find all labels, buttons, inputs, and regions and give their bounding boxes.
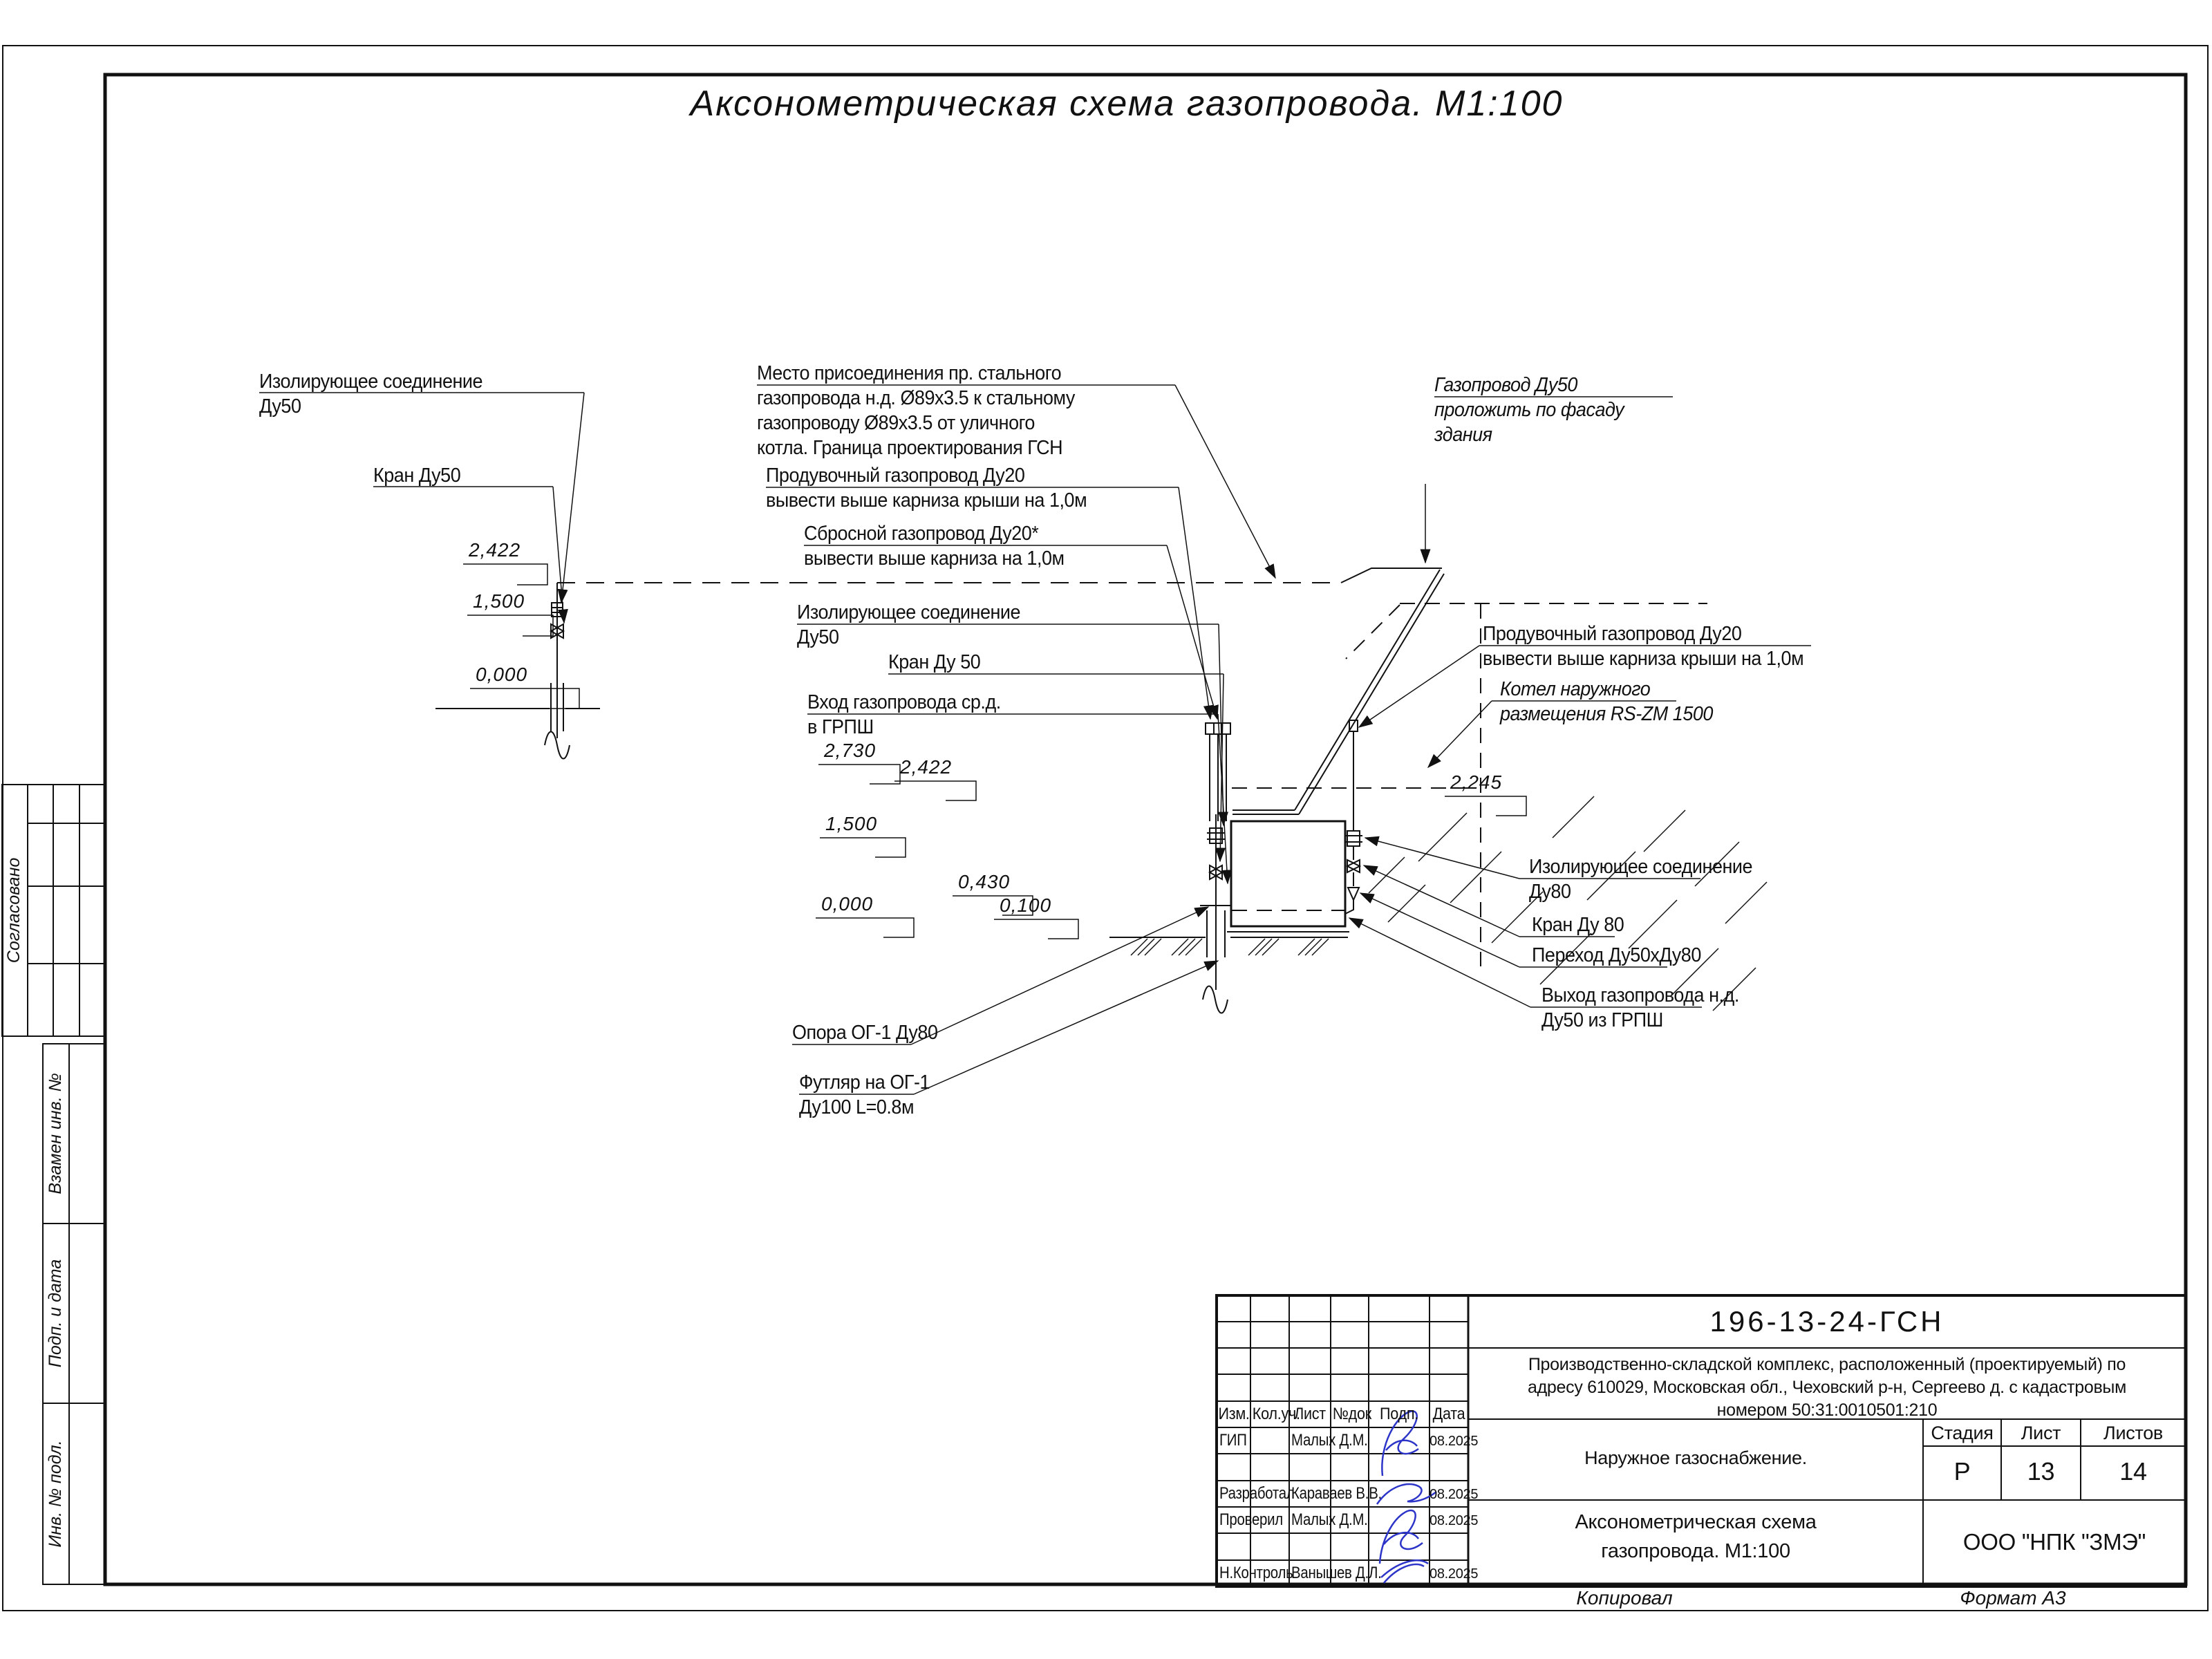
label-valve-left: Кран Ду50 <box>373 465 461 487</box>
signatures <box>1377 1412 1436 1583</box>
company-name: ООО "НПК "ЗМЭ" <box>1962 1529 2146 1555</box>
sheets-value: 14 <box>2119 1457 2147 1485</box>
row-role: Разработал <box>1219 1484 1295 1503</box>
label-reducer: Переход Ду50хДу80 <box>1532 944 1701 966</box>
copied-by-label: Копировал <box>1576 1587 1673 1609</box>
col-list: Лист <box>1294 1405 1326 1423</box>
label-isolating-joint-left: Изолирующее соединение Ду50 <box>259 371 483 418</box>
format-label: Формат А3 <box>1960 1587 2066 1609</box>
row-name: Малых Д.М. <box>1291 1431 1368 1450</box>
label-purge-pipe-center: Продувочный газопровод Ду20 вывести выше карниза крыши на 1,0м <box>766 465 1087 512</box>
col-podp: Подп. <box>1379 1405 1419 1423</box>
inv-num-label: Инв. № подл. <box>46 1440 65 1548</box>
inlet-assembly <box>1200 814 1232 1013</box>
label-isolating-joint-right: Изолирующее соединение Ду80 <box>1529 856 1753 903</box>
row-name: Ванышев Д.Л. <box>1291 1564 1382 1582</box>
elevation-value: 2,245 <box>1450 771 1503 793</box>
section-name: Наружное газоснабжение. <box>1584 1447 1807 1468</box>
pipe-break-symbol <box>1203 986 1228 1013</box>
elevation-value: 0,100 <box>1000 894 1052 916</box>
elevation-value: 1,500 <box>825 813 878 834</box>
valve-symbol <box>1347 860 1360 872</box>
drawing-name-line1: Аксонометрическая схема <box>1575 1511 1817 1533</box>
label-support: Опора ОГ-1 Ду80 <box>792 1022 938 1044</box>
row-role: Проверил <box>1219 1510 1283 1529</box>
row-name: Малых Д.М. <box>1291 1510 1368 1529</box>
label-isolating-joint-center: Изолирующее соединение Ду50 <box>797 601 1021 648</box>
row-date: 08.2025 <box>1430 1487 1479 1502</box>
grpsh-cabinet <box>1109 821 1349 937</box>
row-role: ГИП <box>1219 1431 1247 1450</box>
sign-date-label: Подп. и дата <box>46 1259 65 1368</box>
replace-inv-label: Взамен инв. № <box>46 1073 65 1194</box>
approved-label: Согласовано <box>4 857 24 964</box>
elevation-value: 2,422 <box>469 539 521 561</box>
reducer-symbol <box>1348 888 1359 900</box>
sheet-label: Лист <box>2021 1423 2061 1443</box>
row-date: 08.2025 <box>1430 1513 1479 1528</box>
ground-hatch <box>1131 939 1329 955</box>
stage-label: Стадия <box>1931 1423 1994 1443</box>
label-inlet-grpsh: Вход газопровода ср.д. в ГРПШ <box>807 691 1001 738</box>
col-koluch: Кол.уч. <box>1252 1405 1300 1423</box>
elevation-value: 2,730 <box>824 740 877 761</box>
drawing-name-line2: газопровода. М1:100 <box>1601 1540 1790 1562</box>
isolating-joint-symbol <box>1347 831 1360 846</box>
elevation-value: 1,500 <box>473 590 525 612</box>
row-name: Караваев В.В. <box>1291 1484 1382 1503</box>
vent-stack-pipes <box>1206 723 1230 821</box>
stage-value: Р <box>1953 1457 1971 1485</box>
side-strip-labels <box>4 858 65 1548</box>
elevation-value: 0,000 <box>476 664 528 685</box>
col-data: Дата <box>1432 1405 1465 1423</box>
label-boiler: Котел наружного размещения RS-ZM 1500 <box>1500 678 1713 725</box>
row-date: 08.2025 <box>1430 1434 1479 1449</box>
label-valve-center: Кран Ду 50 <box>888 651 981 673</box>
doc-number: 196-13-24-ГСН <box>1709 1305 1944 1338</box>
label-relief-pipe: Сбросной газопровод Ду20* вывести выше карниза на 1,0м <box>804 523 1065 570</box>
label-casing: Футляр на ОГ-1 Ду100 L=0.8м <box>799 1071 930 1118</box>
page-title: Аксонометрическая схема газопровода. М1:100 <box>690 84 1564 124</box>
project-description: Производственно-складской комплекс, расположенный (проектируемый) по адресу 610029, Московская обл., Чеховский р-н, Сергеево д. с кадастровым номером 50:31:0010501:210 <box>1528 1355 2126 1420</box>
elevation-value: 0,000 <box>821 893 874 915</box>
elevation-value: 0,430 <box>958 871 1011 892</box>
row-date: 08.2025 <box>1430 1566 1479 1582</box>
label-outlet-grpsh: Выход газопровода н.д. Ду50 из ГРПШ <box>1541 984 1739 1031</box>
elevation-value: 2,422 <box>900 756 953 778</box>
col-izm: Изм. <box>1218 1405 1250 1423</box>
label-purge-pipe-right: Продувочный газопровод Ду20 вывести выше карниза крыши на 1,0м <box>1483 623 1804 670</box>
label-valve-right: Кран Ду 80 <box>1532 914 1624 936</box>
sheets-label: Листов <box>2103 1423 2163 1443</box>
col-ndok: №док <box>1332 1405 1371 1423</box>
label-facade-pipe: Газопровод Ду50 проложить по фасаду здания <box>1434 374 1624 446</box>
label-connection-point: Место присоединения пр. стального газопровода н.д. Ø89х3.5 к стальному газопроводу Ø89х3.5 от уличного котла. Граница проектирования ГСН <box>757 362 1075 459</box>
sheet-value: 13 <box>2027 1457 2055 1485</box>
outlet-assembly <box>1344 720 1362 914</box>
row-role: Н.Контроль <box>1219 1564 1293 1582</box>
